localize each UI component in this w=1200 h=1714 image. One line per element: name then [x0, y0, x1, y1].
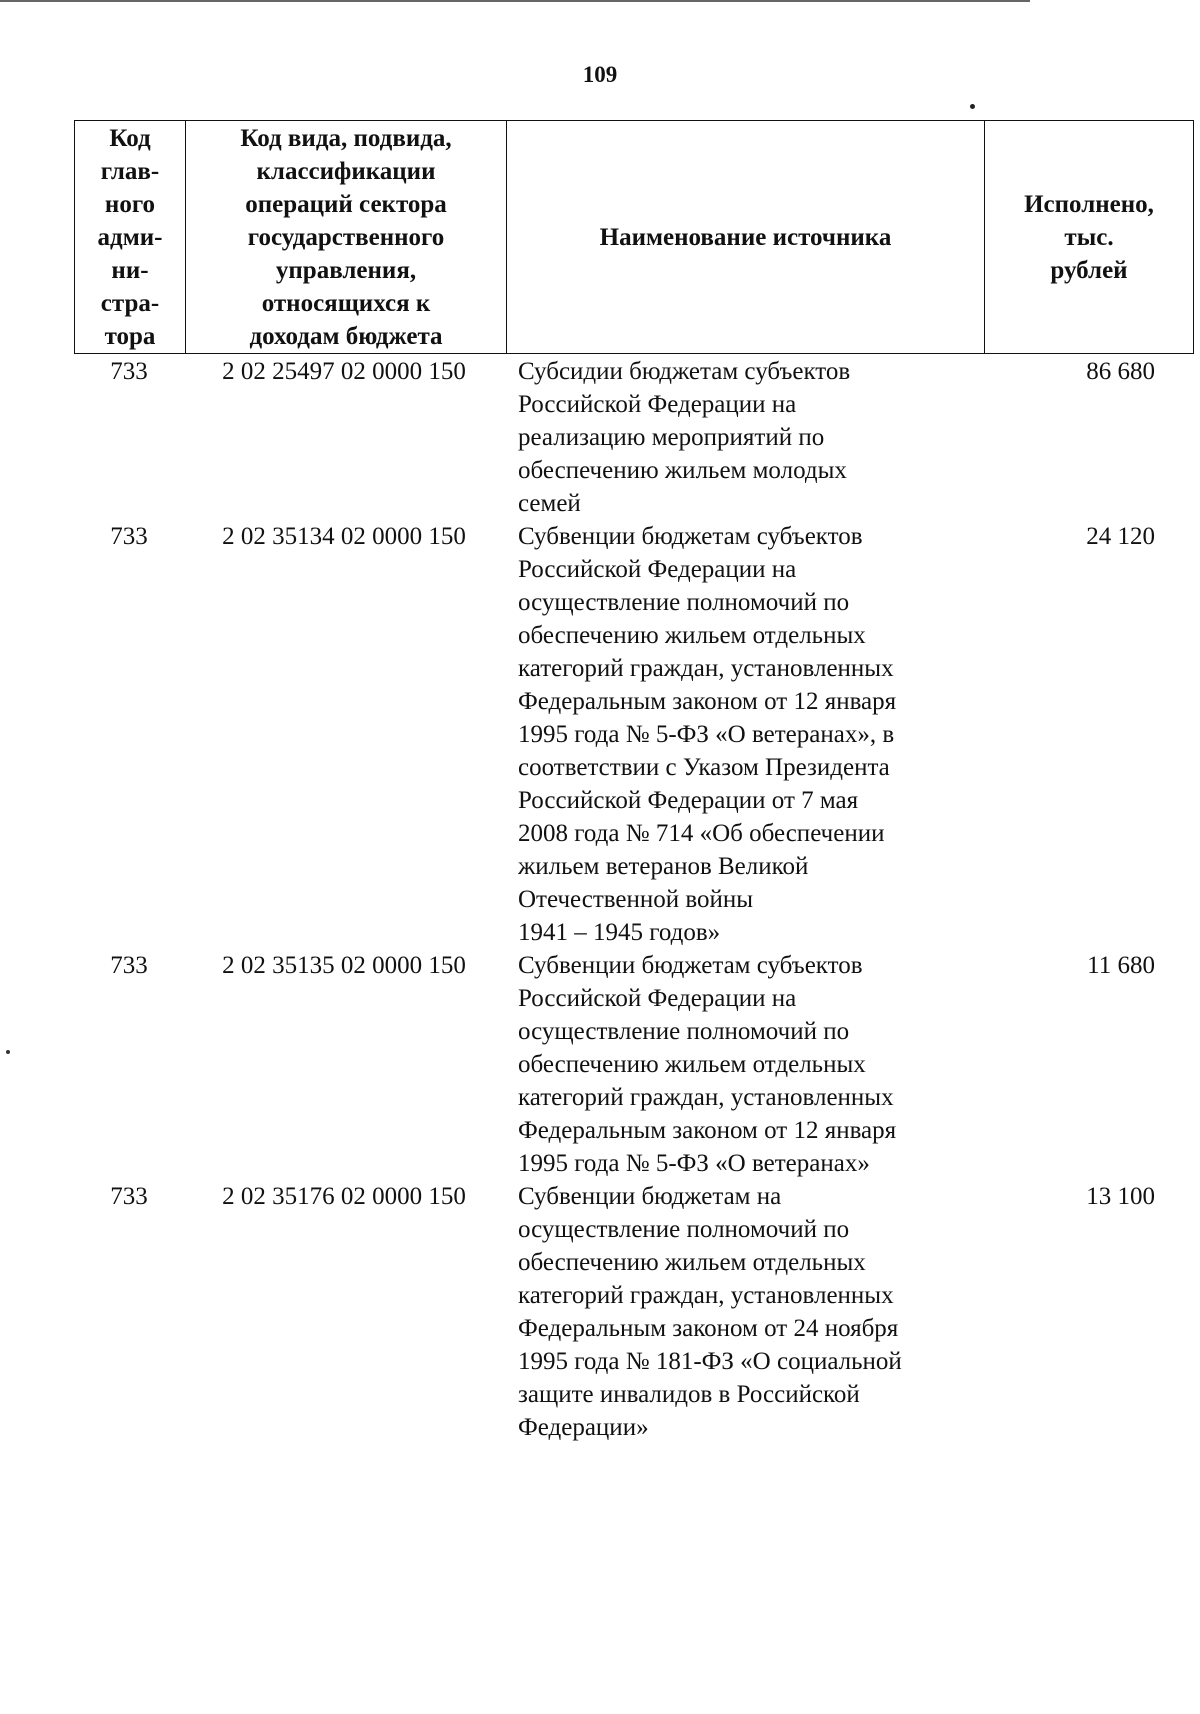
table-header	[74, 120, 1194, 354]
executed-amount-cell: 13 100	[1086, 1183, 1155, 1210]
source-name-cell: Субвенции бюджетам на осуществление полномочий по обеспечению жильем отдельных категорий граждан, установленных Федеральным законом от 24 ноября 1995 года № 181-ФЗ «О социальной защите инвалидов в Российской Федерации»	[518, 1183, 902, 1441]
header-source-name: Наименование источника	[507, 121, 985, 354]
admin-code-cell: 733	[110, 952, 148, 979]
header-type-code: Код вида, подвида, классификации операций сектора государственного управления, относящихся к доходам бюджета	[186, 121, 507, 354]
type-code-cell: 2 02 35134 02 0000 150	[222, 523, 466, 550]
header-admin-code: Код глав- ного адми- ни- стра- тора	[75, 121, 186, 354]
table-row	[74, 1180, 1167, 1444]
executed-amount-cell: 86 680	[1086, 358, 1155, 385]
header-executed: Исполнено, тыс. рублей	[985, 121, 1194, 354]
executed-amount-cell: 24 120	[1086, 523, 1155, 550]
executed-amount-cell: 11 680	[1087, 952, 1155, 979]
table-row	[74, 520, 1167, 949]
admin-code-cell: 733	[110, 1183, 148, 1210]
table-row	[74, 355, 1167, 520]
table-body	[74, 355, 1167, 1444]
admin-code-cell: 733	[110, 523, 148, 550]
scan-speck	[970, 104, 975, 109]
table-row	[74, 949, 1167, 1180]
type-code-cell: 2 02 35135 02 0000 150	[222, 952, 466, 979]
scan-speck	[0, 0, 1030, 2]
source-name-cell: Субвенции бюджетам субъектов Российской Федерации на осуществление полномочий по обеспечению жильем отдельных категорий граждан, установленных Федеральным законом от 12 января 1995 года № 5-ФЗ «О ветеранах»	[518, 952, 897, 1177]
source-name-cell: Субсидии бюджетам субъектов Российской Федерации на реализацию мероприятий по обеспечению жильем молодых семей	[518, 358, 851, 517]
type-code-cell: 2 02 35176 02 0000 150	[222, 1183, 466, 1210]
type-code-cell: 2 02 25497 02 0000 150	[222, 358, 466, 385]
page-number: 109	[582, 62, 618, 87]
source-name-cell: Субвенции бюджетам субъектов Российской Федерации на осуществление полномочий по обеспечению жильем отдельных категорий граждан, установленных Федеральным законом от 12 января 1995 года № 5-ФЗ «О ветеранах», в соответствии с Указом Президента Российской Федерации от 7 мая 2008 года № 714 «Об обеспечении жильем ветеранов Великой Отечественной войны 1941 – 1945 годов»	[518, 523, 897, 946]
scan-speck	[6, 1050, 10, 1054]
admin-code-cell: 733	[110, 358, 148, 385]
